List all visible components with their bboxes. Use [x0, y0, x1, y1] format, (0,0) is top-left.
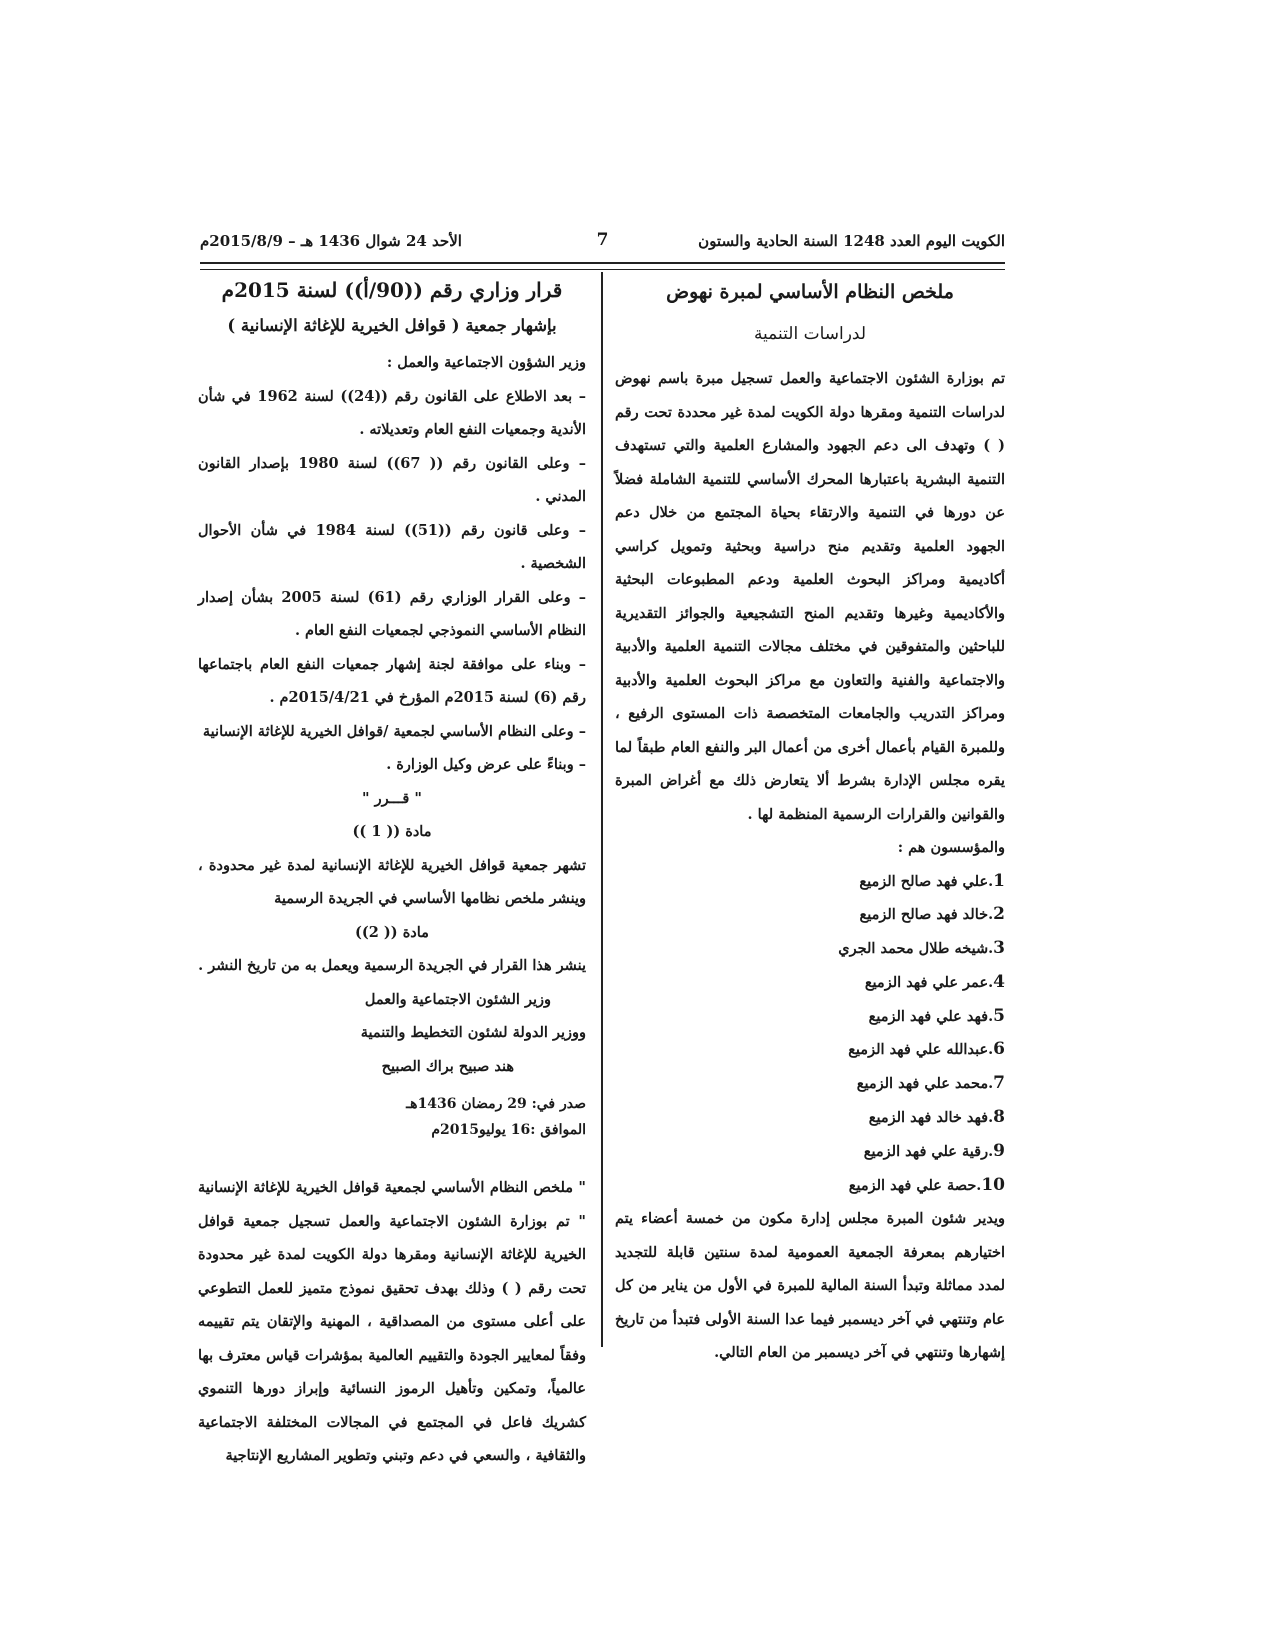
founder-item: 6.عبدالله علي فهد الزميع: [848, 1039, 1005, 1060]
preamble-item: – وعلى النظام الأساسي لجمعية /قوافل الخيرية للإغاثة الإنسانية: [202, 722, 586, 740]
article-2-text: ينشر هذا القرار في الجريدة الرسمية ويعمل به من تاريخ النشر .: [198, 957, 586, 974]
decree-title: قرار وزاري رقم ((90/أ)) لسنة 2015م: [221, 278, 563, 302]
preamble-item: – وبناءً على عرض وكيل الوزارة .: [386, 756, 586, 773]
founder-item: 4.عمر علي فهد الزميع: [864, 971, 1005, 992]
founders-list: [615, 865, 1005, 1203]
issued-on: صدر في: 29 رمضان 1436هـ: [406, 1096, 586, 1112]
right-column: [615, 272, 1005, 1370]
page-header: [200, 226, 1005, 256]
founder-item: 5.فهد علي فهد الزميع: [868, 1005, 1005, 1026]
header-rule: [200, 262, 1005, 270]
header-date: الأحد 24 شوال 1436 هـ – 2015/8/9م: [200, 232, 462, 250]
article-2-label: مادة (( 2)): [355, 923, 429, 941]
right-body: تم بوزارة الشئون الاجتماعية والعمل تسجيل مبرة باسم نهوض لدراسات التنمية ومقرها دولة الكويت لمدة غير محددة تحت رقم ( ) وتهدف الى دعم الجهود والمشارع العلمية والتي تستهدف التنمية البشرية باعتبارها المحرك الأساسي للتنمية الشاملة فضلاً عن دورها في التنمية والارتقاء بحياة المجتمع من خلال دعم الجهود العلمية وتقديم منح دراسية وبحثية وتمويل كراسي أكاديمية ومراكز البحوث العلمية ودعم المطبوعات البحثية والأكاديمية وغيرها وتقديم المنح التشجيعية والجوائز التقديرية للباحثين والمتفوقين في مختلف مجالات التنمية العلمية والأدبية والاجتماعية والفنية والتعاون مع مراكز البحوث العلمية والأدبية ومراكز التدريب والجامعات المتخصصة ذات المستوى الرفيع ، وللمبرة القيام بأعمال أخرى من أعمال البر والنفع العام طبقاً لما يقره مجلس الإدارة بشرط ألا يتعارض ذلك مع أغراض المبرة والقوانين والقرارات الرسمية المنظمة لها .: [615, 370, 1005, 823]
founder-item: 3.شيخه طلال محمد الجري: [838, 938, 1005, 959]
preamble-item: – وعلى القرار الوزاري رقم (61) لسنة 2005 بشأن إصدار النظام الأساسي النموذجي لجمعيات النفع العام .: [198, 588, 587, 639]
minister-line: وزير الشؤون الاجتماعية والعمل :: [386, 354, 586, 371]
preamble-item: – وعلى القانون رقم (( 67)) لسنة 1980 بإصدار القانون المدني .: [198, 454, 586, 505]
right-title: ملخص النظام الأساسي لمبرة نهوض: [666, 281, 954, 303]
signer-title-2: ووزير الدولة لشئون التخطيط والتنمية: [360, 1024, 586, 1041]
decided-heading: " قـــرر ": [362, 789, 422, 807]
issue-date-block: [198, 1091, 586, 1143]
founders-label: والمؤسسون هم :: [897, 839, 1005, 856]
founder-item: 10.حصة علي فهد الزميع: [848, 1174, 1005, 1195]
decree-subtitle: بإشهار جمعية ( قوافل الخيرية للإغاثة الإنسانية ): [227, 316, 557, 335]
header-page-number: 7: [596, 230, 609, 250]
right-subtitle: لدراسات التنمية: [753, 324, 867, 344]
preamble-item: – وعلى قانون رقم ((51)) لسنة 1984 في شأن الأحوال الشخصية .: [198, 521, 587, 572]
signer-title-1: وزير الشئون الاجتماعية والعمل: [364, 990, 551, 1008]
article-1-text: تشهر جمعية قوافل الخيرية للإغاثة الإنسانية لمدة غير محدودة ، وينشر ملخص نظامها الأساسي في الجريدة الرسمية: [198, 856, 586, 907]
management-text: ويدير شئون المبرة مجلس إدارة مكون من خمسة أعضاء يتم اختيارهم بمعرفة الجمعية العمومية لمدة سنتين قابلة للتجديد لمدد مماثلة وتبدأ السنة المالية للمبرة في الأول من يناير من كل عام وتنتهي في آخر ديسمبر فيما عدا السنة الأولى فتبدأ من تاريخ إشهارها وتنتهي في آخر ديسمبر من العام التالي.: [615, 1210, 1005, 1362]
founder-item: 7.محمد علي فهد الزميع: [856, 1073, 1005, 1094]
header-issue: الكويت اليوم العدد 1248 السنة الحادية والستون: [698, 232, 1005, 250]
founder-item: 9.رقية علي فهد الزميع: [863, 1140, 1005, 1161]
association-summary: " ملخص النظام الأساسي لجمعية قوافل الخيرية للإغاثة الإنسانية " تم بوزارة الشئون الاجتماعية والعمل تسجيل جمعية قوافل الخيرية للإغاثة الإنسانية ومقرها دولة الكويت لمدة غير محدودة تحت رقم ( ) وذلك بهدف تحقيق نموذج متميز للعمل التطوعي على أعلى مستوى من المصداقية ، المهنية والإتقان يتم تقييمه وفقاً لمعايير الجودة والتقييم العالمية بمؤشرات قياس معترف بها عالمياً، وتمكين وتأهيل الرموز النسائية وإبراز دورها التنموي كشريك فاعل في المجتمع في المجالات المختلفة الاجتماعية والثقافية ، والسعي في دعم وتبني وتطوير المشاريع الإنتاجية: [198, 1179, 586, 1464]
signer-name: هند صبيح براك الصبيح: [381, 1057, 514, 1075]
preamble-item: – بعد الاطلاع على القانون رقم ((24)) لسنة 1962 في شأن الأندية وجمعيات النفع العام وتعديلاته .: [198, 387, 586, 438]
founder-item: 2.خالد فهد صالح الزميع: [859, 904, 1005, 925]
column-divider: [601, 272, 603, 1347]
founder-item: 1.علي فهد صالح الزميع: [859, 870, 1005, 891]
left-column: [198, 272, 586, 1473]
corresponding-date: الموافق :16 يوليو2015م: [431, 1122, 586, 1138]
founder-item: 8.فهد خالد فهد الزميع: [868, 1107, 1005, 1128]
signature-block: [198, 983, 586, 1084]
preamble-item: – وبناء على موافقة لجنة إشهار جمعيات النفع العام باجتماعها رقم (6) لسنة 2015م المؤرخ في 2015/4/21م .: [198, 655, 586, 706]
article-1-label: مادة (( 1 )): [352, 823, 432, 840]
